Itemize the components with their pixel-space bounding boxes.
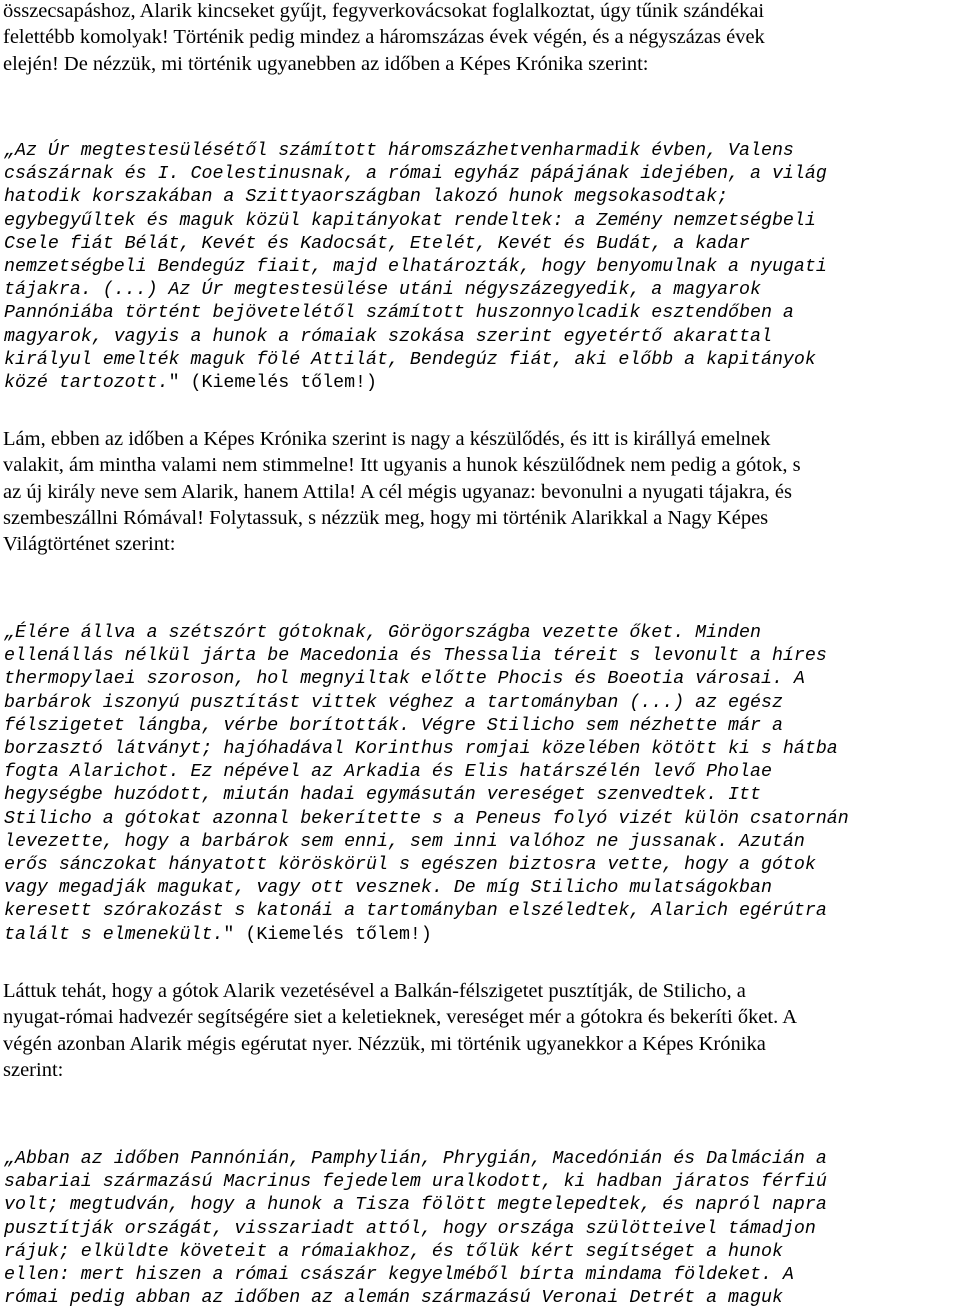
quote-kepes-kronika-2 bbox=[4, 1148, 954, 1310]
quote-vilagtortenet bbox=[4, 622, 954, 947]
quote-line: ellenállás nélkül járta be Macedonia és Thessalia téreit s levonult a híres bbox=[4, 646, 827, 667]
quote-line: császárnak és I. Coelestinusnak, a római egyház pápájának idejében, a világ bbox=[4, 164, 827, 185]
quote-line: tájakra. (...) Az Úr megtestesülése utáni négyszázegyedik, a magyarok bbox=[4, 280, 761, 301]
quote-line: „Abban az időben Pannónián, Pamphylián, Phrygián, Macedónián és Dalmácián a bbox=[4, 1149, 827, 1169]
text-line: Lám, ebben az időben a Képes Krónika szerint is nagy a készülődés, és itt is királlyá emelnek bbox=[3, 428, 771, 450]
text-line: szembeszállni Rómával! Folytassuk, s nézzük meg, hogy mi történik Alarikkal a Nagy Képes bbox=[3, 506, 769, 529]
quote-line: Csele fiát Bélát, Kevét és Kadocsát, Etelét, Kevét és Budát, a kadar bbox=[4, 233, 750, 254]
quote-line: pusztítják országát, visszariadt attól, hogy országa szülötteivel támadjon bbox=[4, 1218, 816, 1239]
quote-line: hegységbe huzódott, miután hadai egymásután vereséget szenvedtek. Itt bbox=[4, 785, 761, 806]
quote-line: „Az Úr megtestesülésétől számított háromszázhetvenharmadik évben, Valens bbox=[4, 141, 794, 161]
text-line: összecsapáshoz, Alarik kincseket gyűjt, fegyverkovácsokat foglalkoztat, úgy tűnik szándékai bbox=[3, 0, 765, 22]
emphasis-note: " (Kiemelés tőlem!) bbox=[223, 924, 432, 945]
quote-line: thermopylaei szoroson, hol megnyiltak előtte Phocis és Boeotia városai. A bbox=[4, 669, 805, 690]
text-line: az új király neve sem Alarik, hanem Attila! A cél mégis ugyanaz: bevonulni a nyugati tájakra, és bbox=[3, 480, 793, 503]
quote-line-last bbox=[4, 372, 954, 395]
quote-line: ellen: mert hiszen a római császár kegyelméből bírta mindama földeket. A bbox=[4, 1265, 794, 1286]
text-line: elején! De nézzük, mi történik ugyanebben az időben a Képes Krónika szerint: bbox=[3, 52, 649, 75]
quote-line: vagy megadják magukat, vagy ott vesznek. De míg Stilicho mulatságokban bbox=[4, 878, 772, 899]
quote-line: királyul emelték maguk fölé Attilát, Bendegúz fiát, aki előbb a kapitányok bbox=[4, 349, 816, 370]
emphasis-note: " (Kiemelés tőlem!) bbox=[168, 373, 378, 394]
quote-line: fogta Alarichot. Ez népével az Arkadia és Elis határszélén levő Pholae bbox=[4, 762, 772, 783]
quote-line: „Élére állva a szétszórt gótoknak, Görögországba vezette őket. Minden bbox=[4, 623, 761, 643]
quote-line: magyarok, vagyis a hunok a rómaiak szokása szerint egyetértő akarattal bbox=[4, 326, 772, 347]
quote-line: erős sánczokat hányatott köröskörül s egészen biztosra vette, hogy a gótok bbox=[4, 855, 816, 876]
quote-line: Stilicho a gótokat azonnal bekerítette s a Peneus folyó vizét külön csatornán bbox=[4, 808, 849, 829]
quote-kepes-kronika-1 bbox=[4, 140, 954, 395]
quote-line: volt; megtudván, hogy a hunok a Tisza fölött megtelepedtek, és napról napra bbox=[4, 1195, 827, 1216]
quote-line: félszigetet lángba, vérbe borították. Végre Stilicho sem nézhette már a bbox=[4, 715, 783, 736]
quote-line: egybegyűltek és maguk közül kapitányokat rendeltek: a Zemény nemzetségbeli bbox=[4, 210, 816, 231]
quote-line-last bbox=[4, 924, 954, 947]
quote-line: Pannóniába történt bejövetelétől számított huszonnyolcadik esztendőben a bbox=[4, 303, 794, 324]
quote-line: nemzetségbeli Bendegúz fiait, majd elhatározták, hogy benyomulnak a nyugati bbox=[4, 257, 827, 278]
quote-line: rájuk; elküldte követeit a rómaiakhoz, és tőlük kért segítséget a hunok bbox=[4, 1241, 783, 1262]
text-line: szerint: bbox=[3, 1058, 64, 1081]
quote-line: sabariai származású Macrinus fejedelem uralkodott, ki hadban járatos férfiú bbox=[4, 1172, 827, 1193]
text-line: felettébb komolyak! Történik pedig mindez a háromszázas évek végén, és a négyszázas évek bbox=[3, 26, 765, 49]
quote-line: római pedig abban az időben az alemán származású Veronai Detrét a maguk bbox=[4, 1288, 783, 1309]
quote-line: levezette, hogy a barbárok sem enni, sem inni valóhoz ne jussanak. Azután bbox=[4, 831, 805, 852]
quote-line-end: talált s elmenekült. bbox=[4, 924, 224, 945]
paragraph-comparison bbox=[3, 426, 955, 557]
text-line: Láttuk tehát, hogy a gótok Alarik vezetésével a Balkán-félszigetet pusztítják, de Stilicho, a bbox=[3, 980, 746, 1002]
paragraph-intro bbox=[3, 0, 955, 77]
quote-line: barbárok iszonyú pusztítást vittek véghez a tartományban (...) az egész bbox=[4, 692, 783, 713]
quote-line: hatodik korszakában a Szittyaországban lakozó hunok megsokasodtak; bbox=[4, 187, 729, 208]
paragraph-summary bbox=[3, 978, 955, 1083]
text-line: Világtörténet szerint: bbox=[3, 533, 176, 556]
quote-line-end: közé tartozott. bbox=[4, 373, 169, 394]
text-line: nyugat-római hadvezér segítségére siet a keletieknek, vereséget mér a gótokra és bekeríti őket. A bbox=[3, 1006, 798, 1029]
quote-line: keresett szórakozást s katonái a tartományban elszéledtek, Alarich egérútra bbox=[4, 901, 827, 922]
text-line: valakit, ám mintha valami nem stimmelne! Itt ugyanis a hunok készülődnek nem pedig a gótok, s bbox=[3, 454, 801, 477]
quote-line: borzasztó látványt; hajóhadával Korinthus romjai közelében kötött ki s hátba bbox=[4, 739, 838, 760]
text-line: végén azonban Alarik mégis egérutat nyer. Nézzük, mi történik ugyanekkor a Képes Krónika bbox=[3, 1032, 766, 1055]
